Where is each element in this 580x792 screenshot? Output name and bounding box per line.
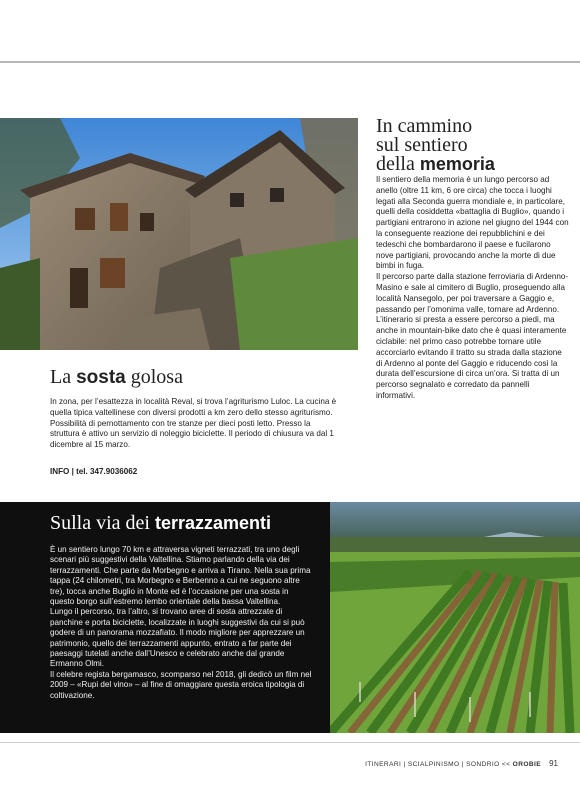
sosta-title-bold: sosta: [76, 367, 126, 388]
page-number: 91: [549, 759, 558, 768]
bottom-rule: [0, 742, 580, 743]
terrazzamenti-body: [50, 545, 312, 701]
memoria-title-line3: [376, 155, 576, 174]
memoria-title-bold: memoria: [419, 154, 495, 174]
footer-sections: ITINERARI | SCIALPINISMO | SONDRIO <<: [365, 761, 513, 768]
memoria-title-line2: sul sentiero: [376, 134, 468, 156]
memoria-title: [376, 117, 576, 174]
top-rule: [0, 61, 580, 63]
terrazzamenti-paragraph-3: Il celebre regista bergamasco, scomparso nel 2018, gli dedicò un film nel 2009 – «Rupi del vino» – al fine di omaggiare questa eroica tipologia di coltivazione.: [50, 669, 312, 700]
terrazzamenti-title-bold: terrazzamenti: [154, 513, 272, 533]
house-photo: [0, 118, 358, 350]
vineyard-photo: [330, 502, 580, 733]
terrazzamenti-paragraph-2: Lungo il percorso, tra l’altro, si trovano aree di sosta attrezzate di panchine e porta biciclette, localizzate in luoghi suggestivi da cui si può godere di un panorama mozzafiato. Il modo migliore per apprezzare un patrimonio, quello dei terrazzamenti appunto, entrato a far parte dei paesaggi tutelati anche dall’Unesco e celebrato anche dal grande Ermanno Olmi.: [50, 607, 305, 669]
sosta-title: [50, 366, 183, 389]
page-footer: [365, 759, 558, 768]
footer-brand: OROBIE: [512, 761, 542, 768]
terrazzamenti-title: [50, 512, 271, 535]
memoria-body: [376, 175, 570, 402]
memoria-title-line3-pre: della: [376, 153, 420, 175]
memoria-paragraph-1: Il sentiero della memoria è un lungo percorso ad anello (oltre 11 km, 6 ore circa) che tocca i luoghi legati alla Seconda guerra mondiale e, in particolare, quelli della cosiddetta «battaglia di Buglio», quando i partigiani entrarono in azione nel giugno del 1944 con la conseguente reazione dei repubblichini e dei tedeschi che bombardarono il paese e fucilarono nove partigiani, provocando anche la morte di due bimbi in fuga.: [376, 175, 569, 271]
sosta-info: INFO | tel. 347.9036062: [50, 467, 138, 476]
memoria-title-line1: In cammino: [376, 115, 473, 137]
terrazzamenti-title-pre: Sulla via dei: [50, 512, 155, 534]
terrazzamenti-paragraph-1: È un sentiero lungo 70 km e attraversa vigneti terrazzati, tra uno degli scenari più suggestivi della Valtellina. Stiamo parlando della via dei terrazzamenti. Che parte da Morbegno e arriva a Tirano. Nella sua prima tappa (24 chilometri, tra Morbegno e Berbenno a cui ne seguono altre tre), tocca anche Buglio in Monte ed è l’occasione per una sosta in questo borgo sull’estremo lembo orientale della bassa Valtellina.: [50, 545, 311, 607]
sosta-title-post: golosa: [125, 366, 183, 388]
sosta-title-pre: La: [50, 366, 77, 388]
sosta-body: In zona, per l’esattezza in località Reval, si trova l’agriturismo Luloc. La cucina è quella tipica valtellinese con diversi prodotti a km zero dello stesso agriturismo. Possibilità di pernottamento con tre stanze per dieci posti letto. Presso la struttura è attivo un servizio di noleggio biciclette. Il periodo di chiusura va dal 1 dicembre al 15 marzo.: [50, 397, 337, 450]
memoria-paragraph-2: Il percorso parte dalla stazione ferroviaria di Ardenno-Masino e sale al cimitero di Buglio, proseguendo alla località Nansegolo, per poi traversare a Gaggio e, passando per l’omonima valle, tornare ad Ardenno. L’itinerario si presta a essere percorso a piedi, ma anche in mountain-bike dato che è quasi interamente ciclabile: nel primo caso potrebbe tornare utile accorciarlo evitando il tratto su strada dalla stazione di Ardenno al ponte del Gaggio e riducendo così la durata dell’escursione di circa un’ora. Si tratta di un percorso segnalato e corredato da pannelli informativi.: [376, 272, 569, 400]
